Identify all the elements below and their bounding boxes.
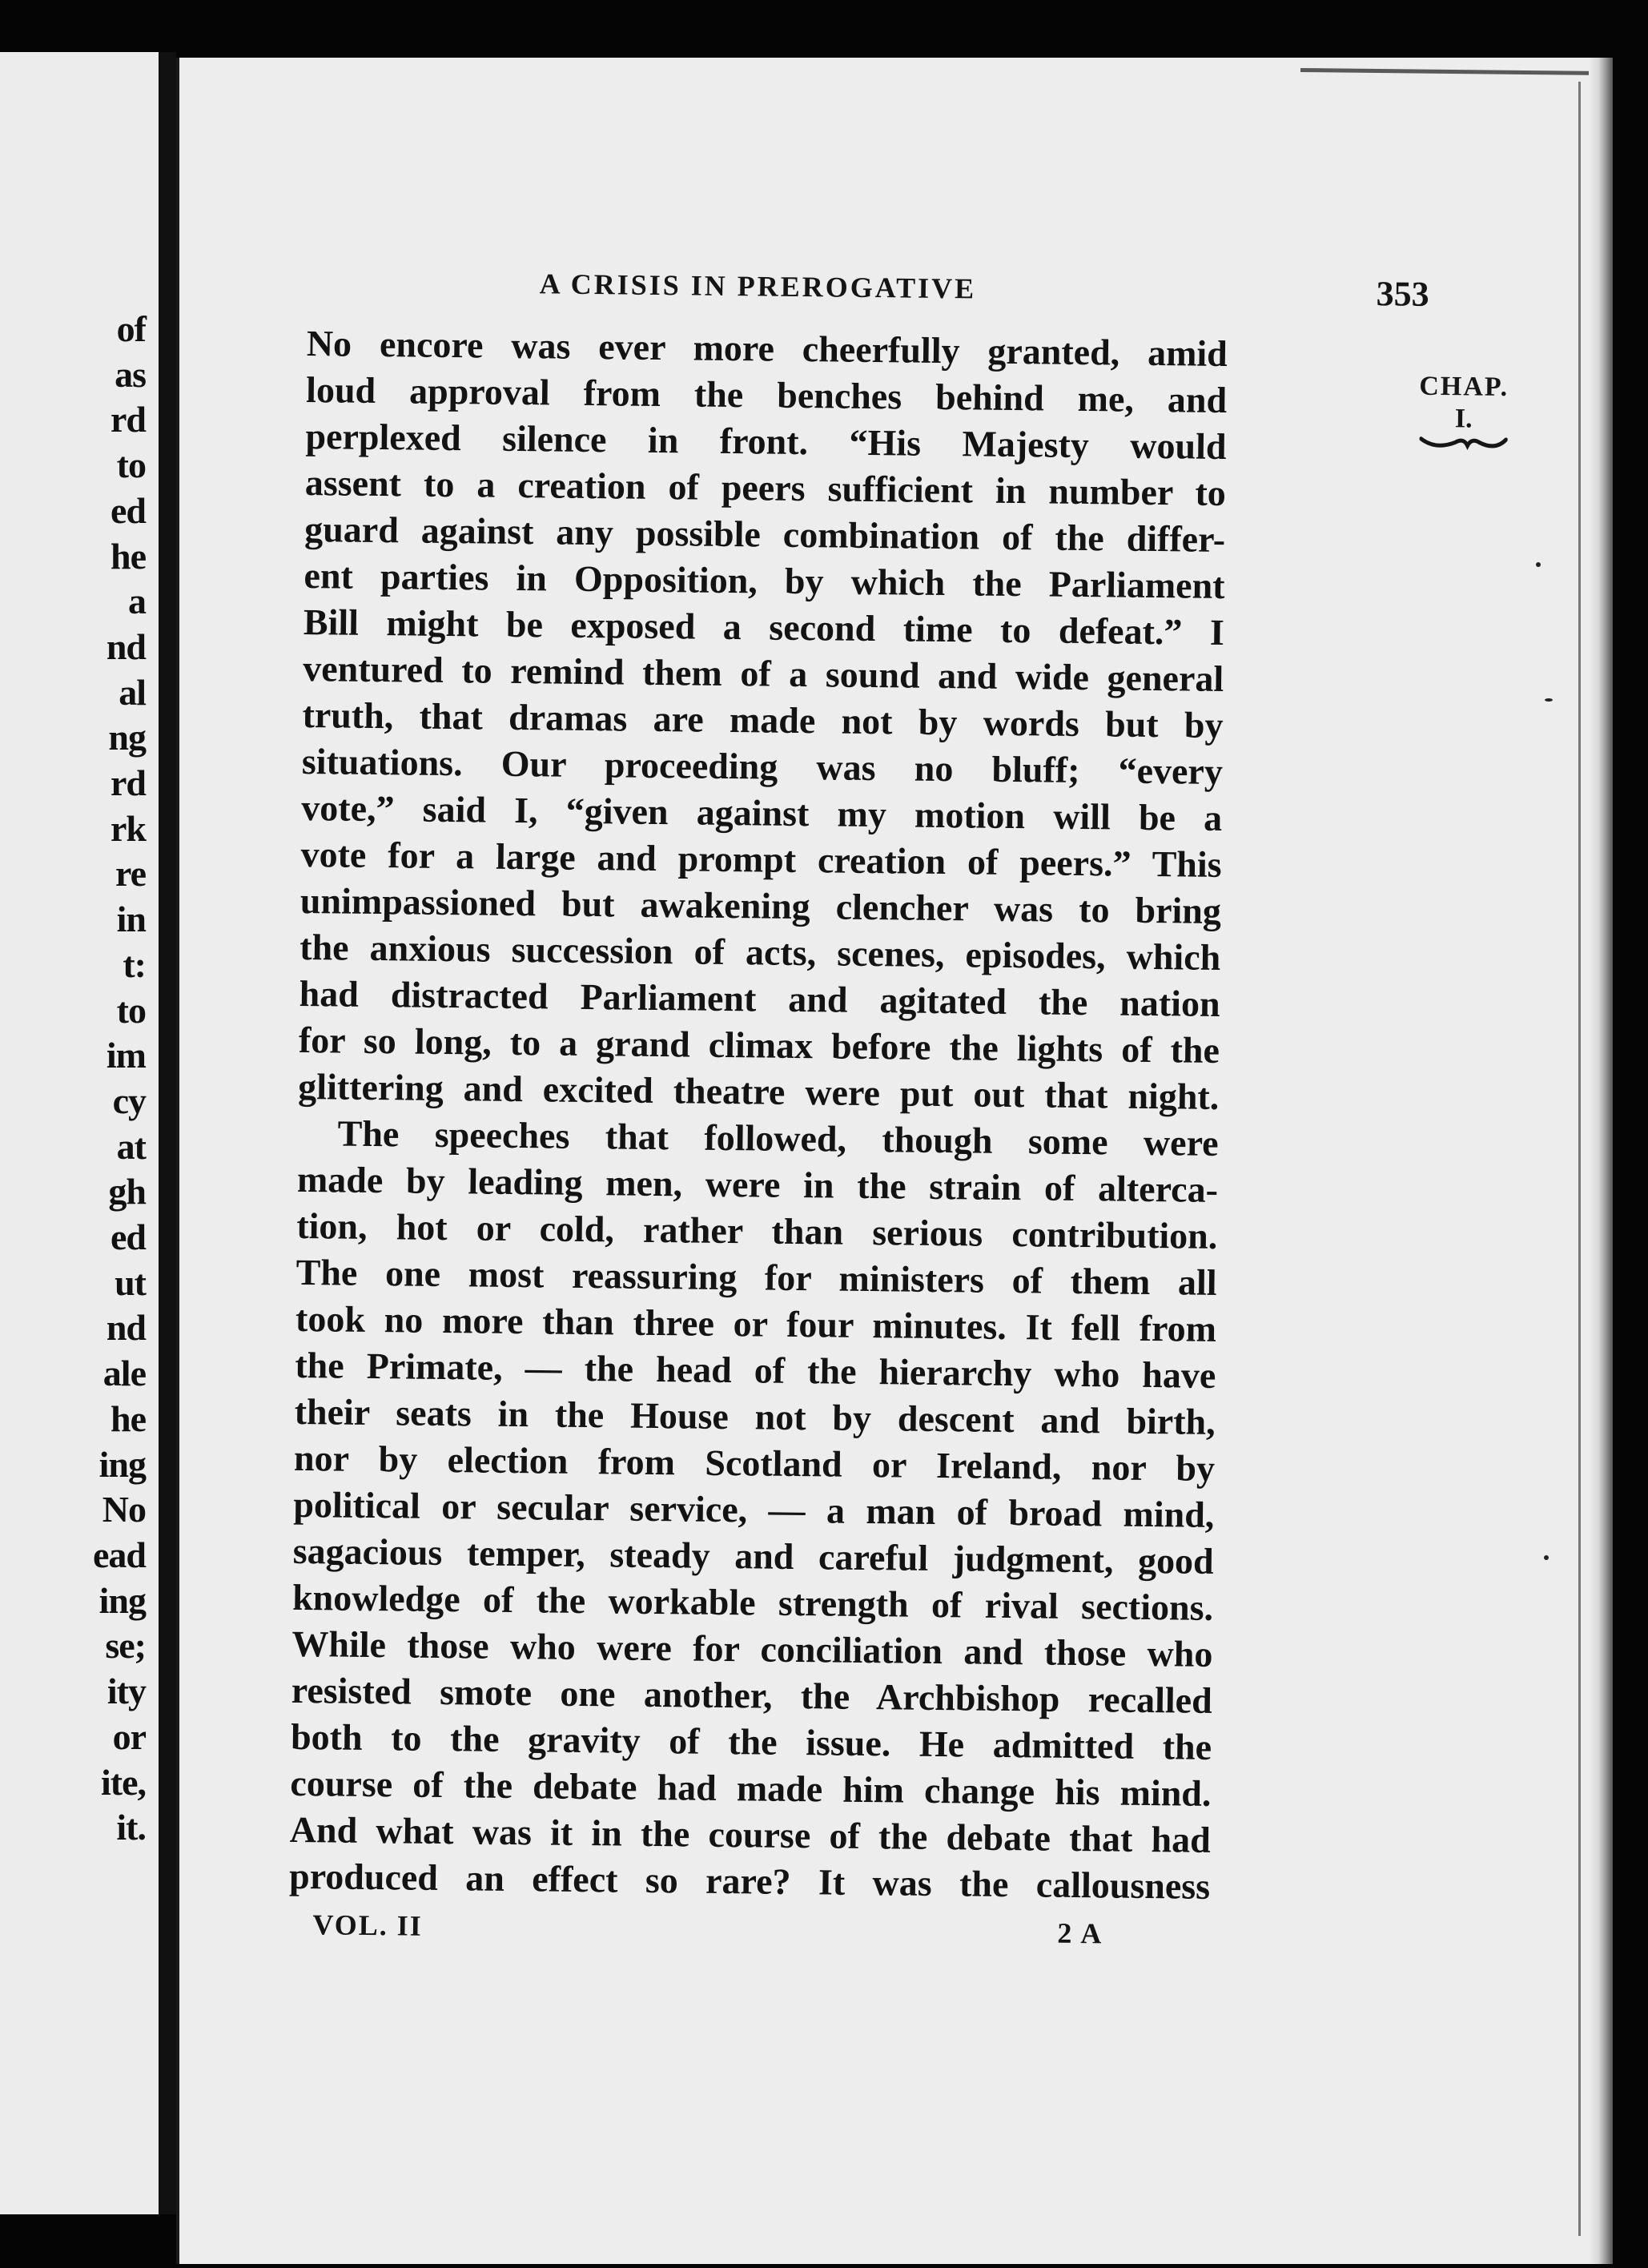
book-gutter [159, 52, 176, 2214]
left-page-fragment: im [106, 1035, 146, 1076]
left-page-fragment: ed [111, 489, 146, 531]
left-page-fragment: of [116, 308, 146, 349]
volume-label: VOL. II [312, 1908, 424, 1942]
left-page-fragment: at [116, 1125, 146, 1167]
page-number: 353 [1376, 274, 1429, 314]
left-page-fragment: in [116, 899, 146, 940]
left-page-fragment: ite, [100, 1761, 146, 1803]
left-page-fragment: to [116, 444, 146, 486]
text-line: The speeches that followed, though some were [337, 1112, 1219, 1164]
text-line: took no more than three or four minutes. It fell from [295, 1297, 1217, 1349]
text-line: resisted smote one another, the Archbishop recalled [291, 1669, 1213, 1721]
left-page-fragment: he [111, 1397, 146, 1439]
text-line: both to the gravity of the issue. He admitted the [290, 1715, 1212, 1767]
decorative-brace-icon [1419, 434, 1507, 452]
text-line: truth, that dramas are made not by words but by [302, 694, 1224, 746]
left-page-fragment: nd [106, 1307, 146, 1349]
page-content [288, 264, 1509, 1968]
left-page-fragment: rd [111, 399, 146, 440]
text-line: sagacious temper, steady and careful judgment, good [292, 1530, 1214, 1582]
text-line: perplexed silence in front. “His Majesty would [305, 415, 1227, 468]
left-page-fragment: ing [98, 1579, 146, 1621]
left-page-fragment: to [116, 989, 146, 1031]
chapter-label: CHAP. [1419, 371, 1509, 403]
text-line: And what was it in the course of the debate that had [289, 1808, 1212, 1860]
left-page-fragment: al [119, 671, 146, 713]
signature-mark: 2 A [1057, 1916, 1103, 1950]
scan-speck [1545, 698, 1553, 702]
left-page-fragment: cy [112, 1080, 146, 1121]
left-page-fragment: rk [111, 807, 146, 849]
text-line: loud approval from the benches behind me, and [305, 368, 1228, 421]
left-page-fragment: se; [105, 1625, 146, 1667]
text-line: ent parties in Opposition, by which the Parliament [303, 554, 1225, 607]
text-line: tion, hot or cold, rather than serious contribution. [296, 1204, 1218, 1257]
chapter-number: I. [1454, 404, 1473, 434]
left-page-fragment: t: [123, 943, 146, 985]
left-page-fragment: nd [106, 625, 146, 667]
left-page-fragment: ing [98, 1443, 146, 1485]
left-page-fragment: ead [93, 1534, 146, 1575]
chapter-margin-note [1418, 372, 1509, 456]
text-line: the anxious succession of acts, scenes, episodes, which [299, 926, 1221, 978]
right-page [176, 58, 1613, 2264]
text-line: While those who were for conciliation and those who [291, 1623, 1213, 1675]
text-line: knowledge of the workable strength of rival sections. [291, 1576, 1214, 1628]
text-line: political or secular service, — a man of broad mind, [293, 1483, 1215, 1535]
text-line: nor by election from Scotland or Ireland, nor by [293, 1437, 1216, 1489]
left-page-fragment: as [115, 353, 146, 395]
left-page-fragment: rd [111, 762, 146, 804]
scan-speck [1536, 562, 1541, 567]
text-line: the Primate, — the head of the hierarchy who have [295, 1344, 1216, 1396]
text-line: Bill might be exposed a second time to defeat.” I [303, 601, 1225, 653]
text-line: ventured to remind them of a sound and wide general [302, 647, 1224, 700]
page-edge-shadow-line [1578, 82, 1581, 2236]
text-line: vote,” said I, “given against my motion will be a [301, 786, 1223, 839]
text-line: for so long, to a grand climax before the lights of the [298, 1019, 1220, 1071]
text-line: unimpassioned but awakening clencher was to bring [299, 879, 1222, 931]
page-edge [1589, 58, 1613, 2264]
left-page-fragment: a [128, 581, 146, 622]
left-page-line-endings [93, 307, 146, 1851]
left-page [0, 52, 161, 2214]
left-page-fragment: ity [107, 1671, 146, 1712]
text-line: guard against any possible combination of the differ- [303, 508, 1226, 561]
scan-speck [1544, 1555, 1549, 1560]
left-page-fragment: or [112, 1715, 146, 1757]
text-line: situations. Our proceeding was no bluff; “every [301, 740, 1224, 793]
text-line: produced an effect so rare? It was the callousness [288, 1855, 1211, 1907]
text-line: had distracted Parliament and agitated the nation [299, 972, 1220, 1024]
text-line: made by leading men, were in the strain of alterca- [296, 1158, 1219, 1210]
running-title: A CRISIS IN PREROGATIVE [539, 267, 977, 305]
left-page-fragment: gh [108, 1171, 146, 1212]
left-page-fragment: ut [115, 1261, 146, 1303]
left-page-fragment: it. [116, 1807, 146, 1848]
left-page-fragment: No [102, 1489, 146, 1530]
body-text [289, 320, 1228, 1910]
left-page-fragment: he [111, 535, 146, 577]
page-top-edge [1300, 68, 1605, 75]
page-footer [288, 1908, 1410, 1968]
text-line: glittering and excited theatre were put out that night. [298, 1065, 1220, 1117]
left-page-fragment: ale [102, 1353, 146, 1394]
text-line: The one most reassuring for ministers of them all [295, 1251, 1217, 1303]
text-line: vote for a large and prompt creation of peers.” This [300, 833, 1222, 885]
text-line: course of the debate had made him change his mind. [290, 1762, 1212, 1814]
left-page-fragment: re [115, 853, 146, 895]
left-page-fragment: ed [111, 1216, 146, 1258]
text-line: their seats in the House not by descent and birth, [294, 1390, 1216, 1442]
text-line: No encore was ever more cheerfully granted, amid [306, 322, 1228, 375]
left-page-fragment: ng [108, 717, 146, 758]
text-line: assent to a creation of peers sufficient in number to [304, 461, 1227, 514]
